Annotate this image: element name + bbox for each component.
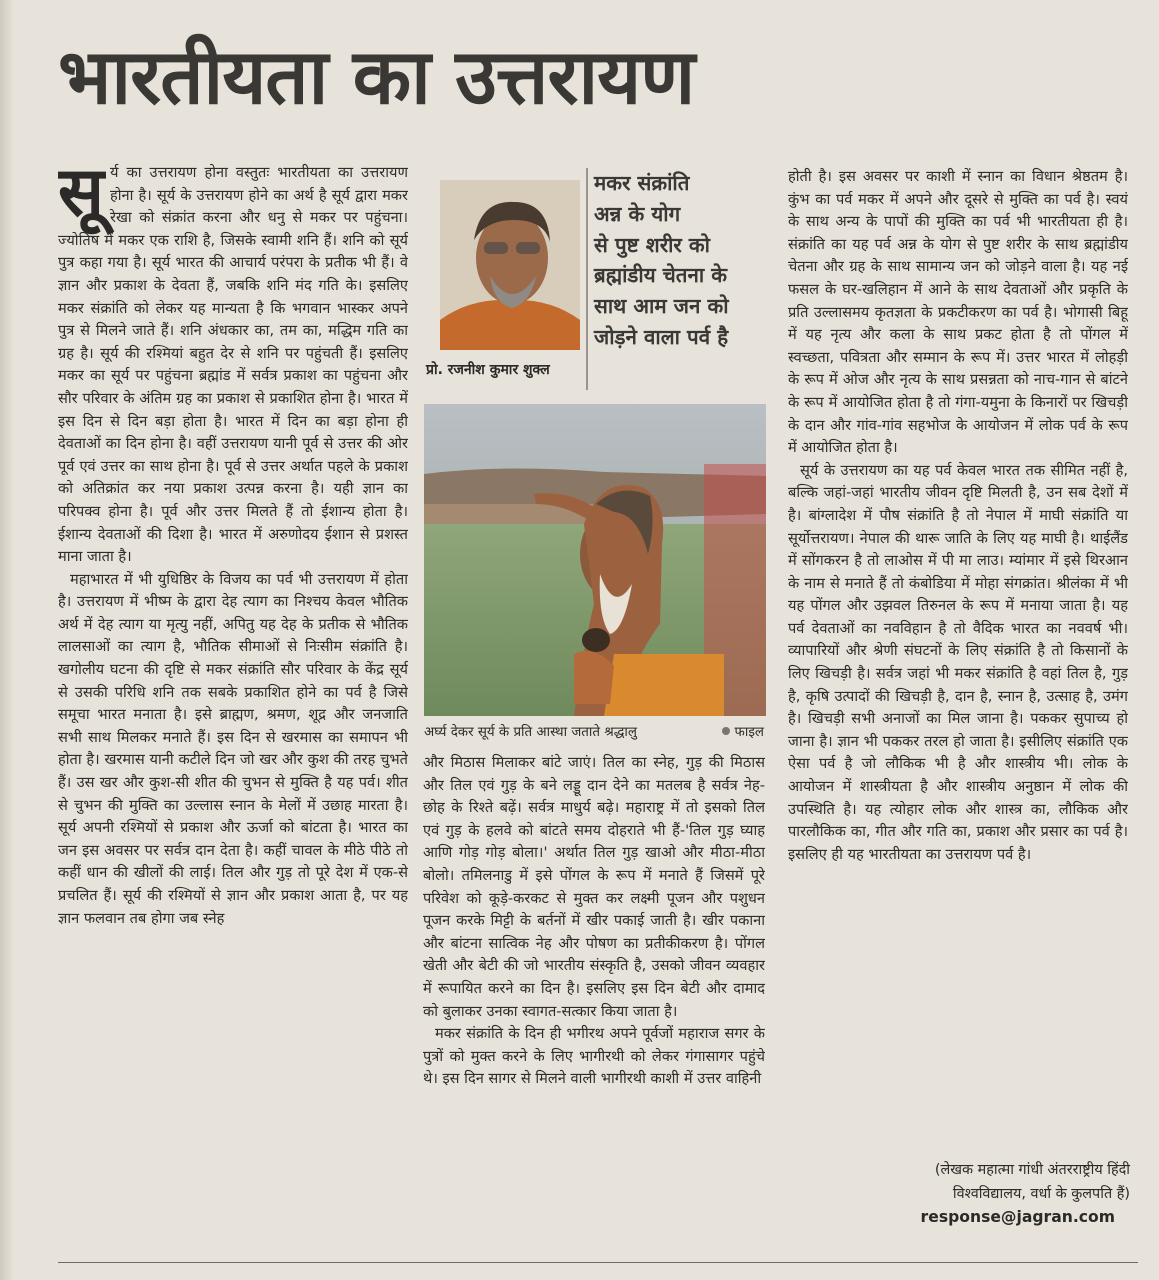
caption-text: अर्घ्य देकर सूर्य के प्रति आस्था जताते श्रद्धालु	[424, 725, 637, 740]
author-note-line: (लेखक महात्मा गांधी अंतरराष्ट्रीय हिंदी	[934, 1162, 1130, 1178]
author-byline: प्रो. रजनीश कुमार शुक्ल	[426, 362, 550, 378]
pull-quote-line: मकर संक्रांति	[594, 171, 690, 195]
pull-quote-line: साथ आम जन को	[594, 294, 729, 319]
article-photo	[424, 404, 766, 716]
photo-credit-text: फाइल	[734, 725, 764, 740]
article-column-3	[788, 166, 1128, 1246]
page-fold-shadow	[0, 0, 14, 1280]
article-column-2	[423, 752, 765, 1232]
author-portrait	[440, 180, 580, 350]
paragraph: मकर संक्रांति के दिन ही भगीरथ अपने पूर्वजों महाराज सगर के पुत्रों को मुक्त करने के लिए भागीरथी को लेकर गंगासागर पहुंचे थे। इस दिन सागर से मिलने वाली भागीरथी काशी में उत्तर वाहिनी	[423, 1025, 765, 1088]
article-column-1	[58, 162, 408, 1242]
author-note	[860, 1158, 1130, 1206]
pull-quote	[594, 168, 766, 393]
pull-quote-line: से पुष्ट शरीर को	[594, 232, 710, 257]
pull-quote-line: अन्न के योग	[594, 201, 681, 226]
photo-caption	[424, 722, 766, 744]
author-photo-illustration	[440, 180, 580, 350]
paragraph: सूर्य के उत्तरायण का यह पर्व केवल भारत तक सीमित नहीं है, बल्कि जहां-जहां भारतीय जीवन दृष्टि मिलती है, उन सब देशों में है। बांग्लादेश में पौष संक्रांति है तो नेपाल में माघी संक्रांति या सूर्योत्तरायण। नेपाल की थारू जाति के लिए यह माघी है। थाईलैंड में सोंगकरन है तो लाओस में पी मा लाउ। म्यांमार में इसे थिरआन के नाम से मनाते हैं तो कंबोडिया में मोहा संगक्रांत। श्रीलंका में भी यह पोंगल और उझवल तिरुनल के रूप में मनाया जाता है। यह पर्व देवताओं का नवविहान है तो वैदिक भारत का नववर्ष भी। व्यापारियों और श्रेणी संघटनों के लिए संक्रांति है तो किसानों के लिए खिचड़ी है। सर्वत्र जहां भी मकर संक्रांति है वहां तिल है, गुड़ है, कृषि उत्पादों की खिचड़ी है, दान है, स्नान है, उत्साह है, उमंग है। खिचड़ी सभी अनाजों का मिल जाना है। पककर सुपाच्य हो जाना है। ज्ञान भी पककर तरल हो जाता है। इसीलिए संक्रांति एक ऐसा पर्व है जो लौकिक भी है और शास्त्रीय भी। लोक के आयोजन में शास्त्रीयता है और शास्त्रीय अनुष्ठान में लोक की उपस्थिति है। यह त्योहार लोक और शास्त्र का, लौकिक और पारलौकिक का, गीत और गति का, प्रकाश और प्रसार का पर्व है। इसलिए ही यह भारतीयता का उत्तरायण पर्व है।	[788, 461, 1128, 863]
paragraph: होती है। इस अवसर पर काशी में स्नान का विधान श्रेष्ठतम है। कुंभ का पर्व मकर में अपने और दूसरे से मुक्ति का पर्व है। स्वयं के साथ अन्य के पापों की मुक्ति का पर्व भी भारतीयता ही है। संक्रांति का यह पर्व अन्न के योग से पुष्ट शरीर के साथ ब्रह्मांडीय चेतना और ग्रह के साथ सामान्य जन को जोड़ने वाला है। यह नई फसल के घर-खलिहान में आने के साथ देवताओं और प्रकृति के प्रति उल्लासमय कृतज्ञता के प्रकटीकरण का पर्व है। भोगासी बिहू में यह नृत्य और कला के साथ प्रकट होता है तो पोंगल में स्वच्छता, पवित्रता और सम्मान के रूप में। उत्तर भारत में लोहड़ी के रूप में ओज और नृत्य के साथ प्रसन्नता को नाच-गान से बांटने के रूप में आयोजित होता है तो गंगा-यमुना के किनारों पर खिचड़ी के दान और गांव-गांव सहभोज के आयोजन में लोक पर्व के रूप में आयोजित होता है।	[788, 168, 1128, 457]
response-email: response@jagran.com	[920, 1208, 1115, 1226]
photo-credit	[722, 722, 764, 740]
paragraph-text: र्य का उत्तरायण होना वस्तुतः भारतीयता का उत्तरायण होना है। सूर्य के उत्तरायण होने का अर्थ है सूर्य द्वारा मकर रेखा को संक्रांत करना और धनु से मकर पर पहुंचना। ज्योतिष में मकर एक राशि है, जिसके स्वामी शनि हैं। शनि को सूर्य पुत्र कहा गया है। सूर्य भारत की आचार्य परंपरा के प्रतीक भी हैं। वे ज्ञान और प्रकाश के देवता हैं, जबकि शनि मंद गति के। इसलिए मकर संक्रांति को लेकर यह मान्यता है कि भगवान भास्कर अपने पुत्र से मिलने जाते हैं। शनि अंधकार का, तम का, मद्धिम गति का ग्रह है। सूर्य की रश्मियां बहुत देर से शनि पर पहुंचती हैं। इसलिए मकर का सूर्य पर पहुंचना ब्रह्मांड में सर्वत्र प्रकाश का पहुंचना और सौर परिवार के अंतिम ग्रह का प्रकाश से प्रकाशित होना है। भारत में इस दिन से दिन बड़ा होता है। भारत में दिन का बड़ा होना ही देवताओं का दिन होना है। वहीं उत्तरायण यानी पूर्व से उत्तर की ओर पूर्व एवं उत्तर का साथ होना है। पूर्व से उत्तर अर्थात पहले के प्रकाश को अतिक्रांत कर नया प्रकाश उत्पन्न करना है। यही ज्ञान का परिपक्व होना है। पूर्व और उत्तर मिलते हैं तो ईशान्य होता है। ईशान्य देवताओं की दिशा है। भारत में अरुणोदय ईशान से प्रशस्त माना जाता है।	[58, 164, 408, 566]
paragraph: और मिठास मिलाकर बांटे जाएं। तिल का स्नेह, गुड़ की मिठास और तिल एवं गुड़ के बने लड्डू दान देने का मतलब है सर्वत्र नेह-छोह के रिश्ते बढ़ें। सर्वत्र माधुर्य बढ़े। महाराष्ट्र में तो इसको तिल एवं गुड़ के हलवे को बांटते समय दोहराते भी हैं-'तिल गुड़ घ्याह आणि गोड़ गोड़ बोला।' अर्थात तिल गुड़ खाओ और मीठा-मीठा बोलो। तमिलनाडु में इसे पोंगल के रूप में मनाते हैं जिसमें पूरे परिवेश को कूड़े-करकट से मुक्त कर लक्ष्मी पूजन और पशुधन पूजन करके मिट्टी के बर्तनों में खीर पकाई जाती है। खीर पकाना और बांटना सात्विक नेह और पोषण का प्रतीकीकरण है। पोंगल खेती और बेटी की जो भारतीय संस्कृति है, उसको जीवन व्यवहार में रूपायित करने का दिन है। इसलिए इस दिन बेटी और दामाद को बुलाकर उनका स्वागत-सत्कार किया जाता है।	[423, 754, 765, 1020]
devotee-at-river-illustration	[424, 404, 766, 716]
bullet-icon	[722, 727, 730, 735]
drop-cap: सू	[58, 162, 104, 232]
pull-quote-line: जोड़ने वाला पर्व है	[594, 324, 729, 349]
paragraph	[58, 162, 408, 569]
author-note-line: विश्वविद्यालय, वर्धा के कुलपति हैं)	[952, 1186, 1130, 1202]
headline: भारतीयता का उत्तरायण	[58, 32, 695, 121]
paragraph: महाभारत में भी युधिष्ठिर के विजय का पर्व भी उत्तरायण में होता है। उत्तरायण में भीष्म के द्वारा देह त्याग का निश्चय केवल भौतिक अर्थ में देह त्याग या मृत्यु नहीं, अपितु यह देह के प्रतीक से भौतिक लालसाओं का त्याग है, भौतिक सीमाओं से निःसीम संक्रांति है। खगोलीय घटना की दृष्टि से मकर संक्रांति सौर परिवार के केंद्र सूर्य से उसकी परिधि शनि तक सबके प्रकाशित होने का पर्व है जिसे समूचा भारत मनाता है। इसे ब्राह्मण, श्रमण, शूद्र और जनजाति सभी साथ मिलकर मनाते हैं। इस दिन से खरमास का समापन भी होता है। खरमास यानी कटीले दिन जो खर और कुश की तरह चुभते हैं। उस खर और कुश-सी शीत की चुभन से मुक्ति है यह पर्व। शीत से चुभन की मुक्ति का उल्लास स्नान के मेलों में उछाह मारता है। सूर्य अपनी रश्मियों से प्रकाश और ऊर्जा को बांटता है। भारत का जन इस अवसर पर सर्वत्र दान देता है। कहीं चावल के मीठे पीठे तो कहीं धान की खीलों की लाई। तिल और गुड़ तो पूरे देश में एक-से प्रचलित हैं। सूर्य की रश्मियों से ज्ञान और प्रकाश आता है, पर यह ज्ञान फलवान तब होगा जब स्नेह	[58, 570, 408, 927]
divider	[586, 168, 588, 390]
pull-quote-line: ब्रह्मांडीय चेतना के	[594, 263, 728, 288]
bottom-rule	[58, 1262, 1138, 1263]
